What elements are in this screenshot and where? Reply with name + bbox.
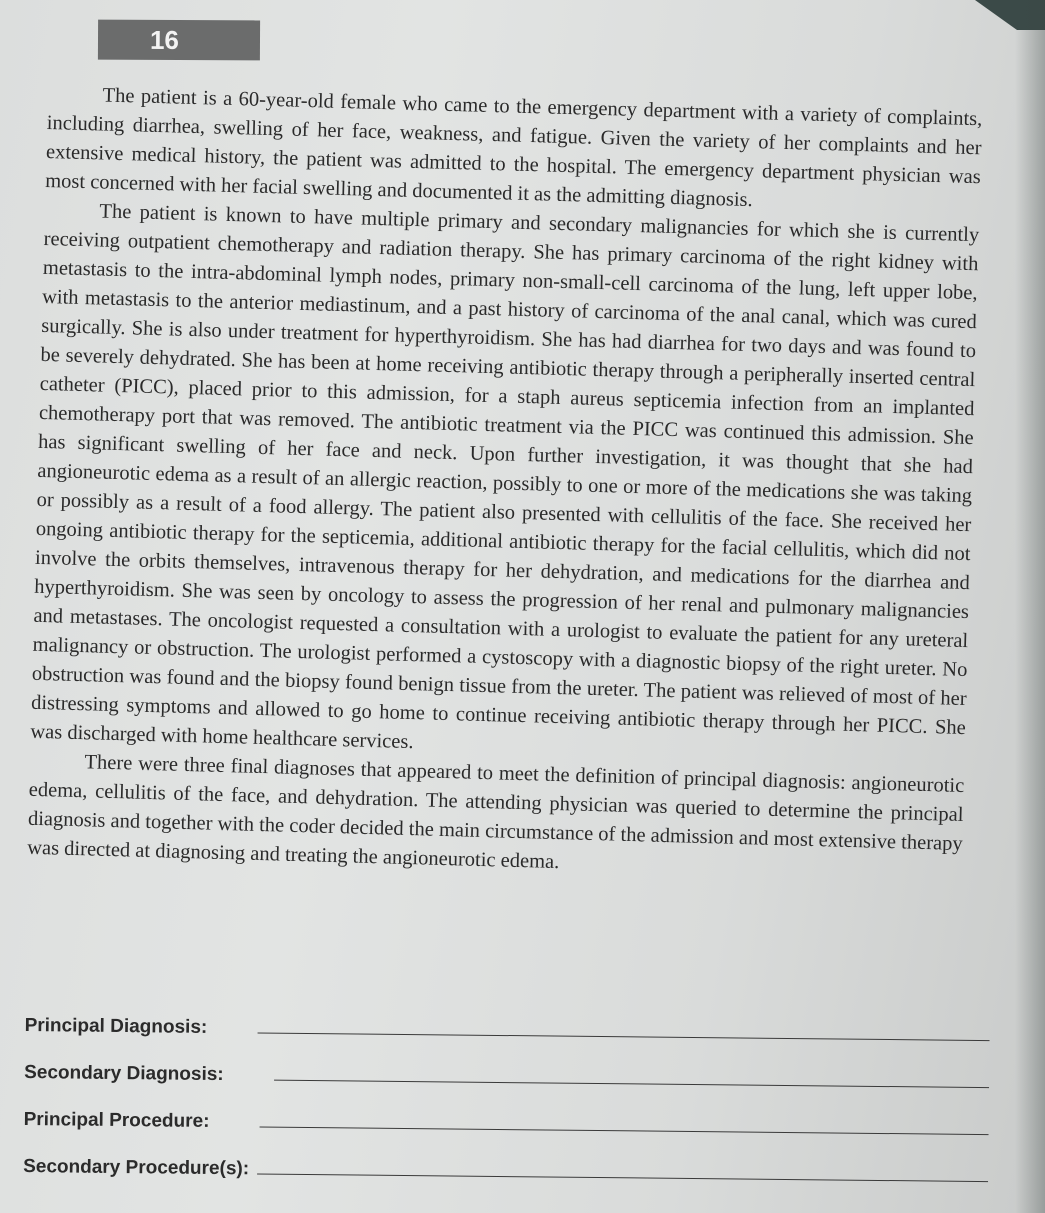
case-study-text	[27, 80, 983, 888]
principal-diagnosis-blank[interactable]	[257, 1010, 990, 1041]
secondary-diagnosis-label: Secondary Diagnosis:	[24, 1061, 224, 1086]
secondary-procedures-label: Secondary Procedure(s):	[23, 1155, 250, 1180]
coding-answer-form	[23, 990, 990, 1188]
principal-procedure-label: Principal Procedure:	[23, 1108, 210, 1132]
page-edge-shadow	[1015, 0, 1045, 1213]
secondary-diagnosis-blank[interactable]	[274, 1058, 990, 1088]
case-paragraph-3: There were three final diagnoses that appeared to meet the definition of principal diagnosis: angioneurotic edema, cellulitis of the face, and dehydration. The attending physician was queried to determine the principal diagnosis and together with the coder decided the main circumstance of the admission and most extensive therapy was directed at diagnosing and treating the angioneurotic edema.	[26, 751, 965, 874]
principal-diagnosis-label: Principal Diagnosis:	[24, 1014, 208, 1038]
chapter-number-badge	[98, 20, 260, 61]
chapter-number: 16	[149, 24, 180, 55]
case-paragraph-1: The patient is a 60-year-old female who came to the emergency department with a variety of complaints, including diarrhea, swelling of her face, weakness, and fatigue. Given the variety of her complaints and her extensive medical history, the patient was admitted to the hospital. The emergency department physician was most concerned with her facial swelling and documented it as the admitting diagnosis.	[44, 84, 983, 212]
case-paragraph-2: The patient is known to have multiple primary and secondary malignancies for which she is currently receiving outpatient chemotherapy and radiation therapy. She has primary carcinoma of the right kidney with metastasis to the intra-abdominal lymph nodes, primary non-small-cell carcinoma of the lung, left upper lobe, with metastasis to the anterior mediastinum, and a past history of carcinoma of the anal canal, which was cured surgically. She is also under treatment for hyperthyroidism. She has had diarrhea for two days and was found to be severely dehydrated. She has been at home receiving antibiotic therapy through a peripherally inserted central catheter (PICC), placed prior to this admission, for a staph aureus septicemia infection from an implanted chemotherapy port that was removed. The antibiotic treatment via the PICC was continued this admission. She has significant swelling of her face and neck. Upon further investigation, it was thought that she had angioneurotic edema as a result of an allergic reaction, possibly to one or more of the medications she was taking or possibly as a result of a food allergy. The patient also presented with cellulitis of the face. She received her ongoing antibiotic therapy for the septicemia, additional antibiotic therapy for the facial cellulitis, which did not involve the orbits themselves, intravenous therapy for her dehydration, and medications for the diarrhea and hyperthyroidism. She was seen by oncology to assess the progression of her renal and pulmonary malignancies and metastases. The oncologist requested a consultation with a urologist to evaluate the patient for any ureteral malignancy or obstruction. The urologist performed a cystoscopy with a diagnostic biopsy of the right ureter. No obstruction was found and the biopsy found benign tissue from the ureter. The patient was relieved of most of her distressing symptoms and allowed to go home to continue receiving antibiotic therapy through her PICC. She was discharged with home healthcare services.	[30, 200, 980, 754]
secondary-procedures-row	[23, 1131, 988, 1188]
secondary-procedures-blank[interactable]	[257, 1151, 988, 1182]
principal-procedure-blank[interactable]	[259, 1104, 988, 1135]
